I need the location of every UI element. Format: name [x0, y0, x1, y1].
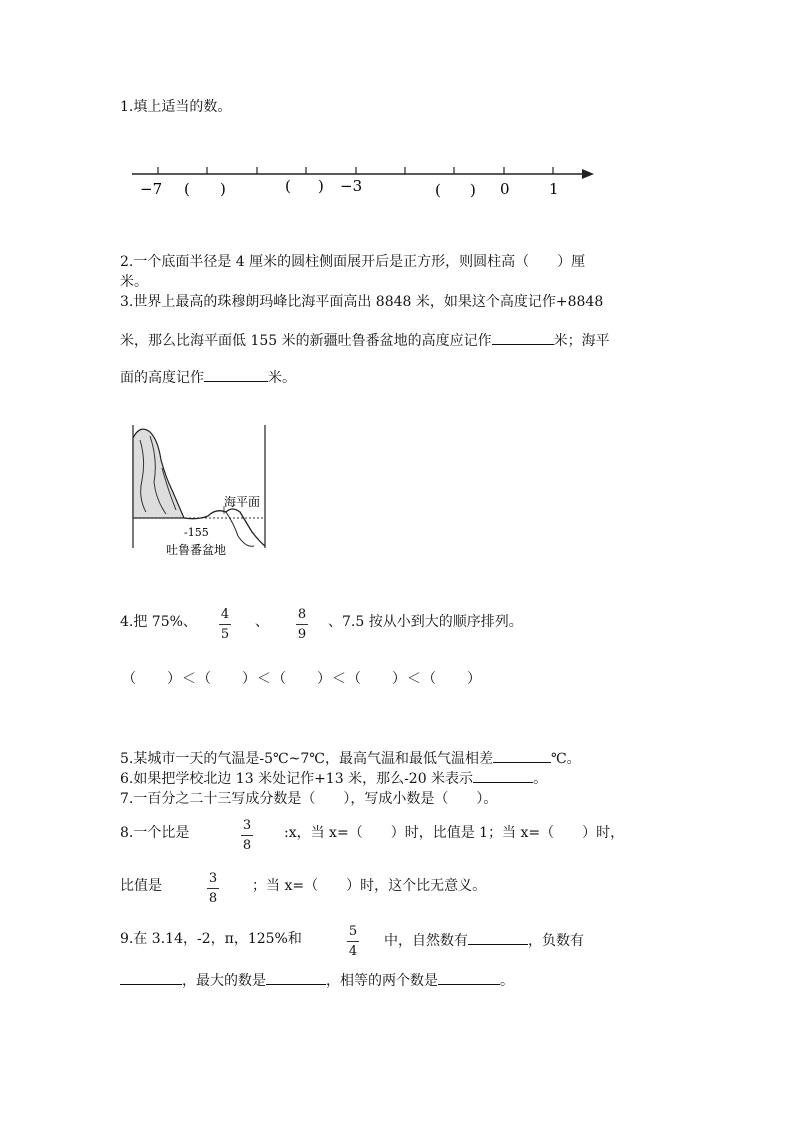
fraction-3-8-b: [207, 871, 219, 906]
question-4-suffix: 、7.5 按从小到大的顺序排列。: [328, 614, 523, 630]
question-9-line2-a: ，最大的数是: [182, 973, 266, 989]
answer-blank-natural[interactable]: [468, 930, 528, 945]
fraction-8-9-denominator: 9: [297, 627, 307, 642]
answer-blank-direction[interactable]: [473, 768, 533, 783]
question-4-separator: 、: [255, 614, 269, 630]
question-6: [120, 768, 547, 788]
answer-blank-sea-level[interactable]: [204, 367, 268, 382]
blank-paren-left-2: (: [285, 177, 291, 195]
question-9-line2-c: 。: [500, 973, 514, 989]
question-9-line1-b: 中，自然数有: [384, 933, 468, 949]
fraction-3-8-a: [241, 818, 253, 853]
answer-blank-equal[interactable]: [438, 970, 500, 985]
question-2-line1: 2.一个底面半径是 4 厘米的圆柱侧面展开后是正方形，则圆柱高（ ）厘: [120, 254, 586, 270]
question-6-text-a: 6.如果把学校北边 13 米处记作+13 米，那么-20 米表示: [120, 771, 474, 787]
basin-label: 吐鲁番盆地: [166, 543, 227, 557]
answer-blank-negative[interactable]: [120, 970, 182, 985]
fraction-3-8-a-denominator: 8: [242, 838, 252, 853]
fraction-3-8-a-numerator: 3: [242, 818, 252, 833]
question-9-line1-rest: [384, 930, 584, 950]
question-2-line2: 米。: [120, 274, 148, 290]
label-minus3: −3: [340, 177, 363, 195]
fraction-4-5: [219, 607, 231, 642]
answer-blank-temperature[interactable]: [493, 748, 551, 763]
number-line-ticks: [158, 167, 553, 174]
question-8-line1-b: :x，当 x=（ ）时，比值是 1；当 x=（ ）时，: [284, 825, 625, 841]
question-7: 7.一百分之二十三写成分数是（ ），写成小数是（ ）。: [120, 791, 498, 807]
fraction-4-5-numerator: 4: [220, 607, 230, 622]
question-8-line2-a: 比值是: [120, 878, 162, 894]
label-one: 1: [549, 180, 559, 198]
blank-paren-right-3: ): [470, 181, 476, 199]
question-1-title: 1.填上适当的数。: [120, 99, 232, 115]
blank-paren-left-3: (: [435, 181, 441, 199]
fraction-8-9-numerator: 8: [297, 607, 307, 622]
question-8-line2-b: ；当 x=（ ）时，这个比无意义。: [252, 878, 487, 894]
fraction-4-5-denominator: 5: [220, 627, 230, 642]
question-3-line2-text-a: 米，那么比海平面低 155 米的新疆吐鲁番盆地的高度应记作: [120, 333, 492, 349]
fraction-8-9: [296, 607, 308, 642]
label-zero: 0: [500, 180, 510, 198]
question-9-line1-a: 9.在 3.14，-2，π，125%和: [120, 931, 302, 947]
fraction-5-4-denominator: 4: [348, 944, 358, 959]
label-minus7: −7: [140, 180, 163, 198]
question-5-text-a: 5.某城市一天的气温是-5℃~7℃，最高气温和最低气温相差: [120, 751, 493, 767]
fraction-5-4-numerator: 5: [348, 924, 358, 939]
question-3-line2: [120, 330, 610, 350]
question-5-text-b: ℃。: [550, 751, 581, 767]
question-4-order-row[interactable]: （ ）＜（ ）＜（ ）＜（ ）＜（ ）: [122, 671, 482, 687]
question-3-line3: [120, 367, 296, 387]
blank-paren-left-1: (: [184, 180, 190, 198]
question-3-line3-text-a: 面的高度记作: [120, 370, 204, 386]
answer-blank-largest[interactable]: [266, 970, 326, 985]
question-9-line2-b: ，相等的两个数是: [326, 973, 438, 989]
question-9-line2: [120, 970, 514, 990]
number-line-arrow: [582, 169, 594, 179]
fraction-3-8-b-denominator: 8: [208, 891, 218, 906]
question-6-text-b: 。: [533, 771, 548, 787]
question-4-prefix: 4.把 75%、: [120, 614, 197, 630]
sea-level-label: 海平面: [224, 495, 261, 509]
question-5: [120, 748, 581, 768]
blank-paren-right-1: ): [220, 180, 226, 198]
fraction-3-8-b-numerator: 3: [208, 871, 218, 886]
question-9-line1-c: ，负数有: [528, 933, 584, 949]
fraction-5-4: [347, 924, 359, 959]
depth-label: -155: [184, 526, 209, 539]
question-3-line3-text-b: 米。: [268, 370, 296, 386]
question-3-line2-text-b: 米；海平: [553, 333, 610, 349]
blank-paren-right-2: ): [318, 177, 324, 195]
question-3-line1: 3.世界上最高的珠穆朗玛峰比海平面高出 8848 米，如果这个高度记作+8848: [120, 294, 604, 310]
answer-blank-basin[interactable]: [492, 330, 554, 345]
question-8-line1-a: 8.一个比是: [120, 825, 190, 841]
turpan-basin-figure: [128, 420, 270, 560]
number-line: [120, 155, 610, 205]
